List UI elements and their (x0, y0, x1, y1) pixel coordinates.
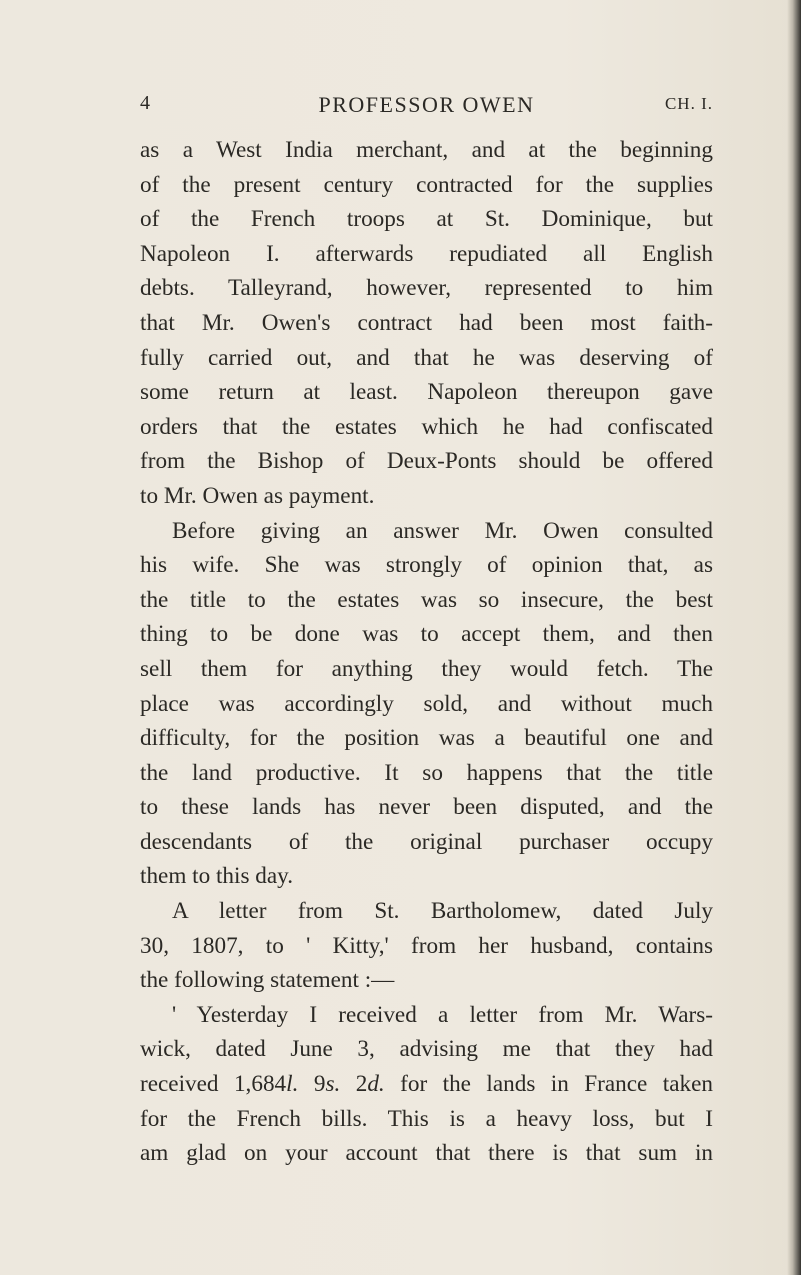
page-edge-shadow (787, 0, 801, 1275)
text-line: Napoleon I. afterwards repudiated all English (140, 240, 713, 267)
pence-abbrev: d. (367, 1071, 385, 1098)
shillings-abbrev: s. (325, 1071, 341, 1098)
text-line: for the French bills. This is a heavy loss, but I (140, 1105, 713, 1132)
page-number: 4 (140, 92, 151, 114)
text-line: to Mr. Owen as payment. (140, 482, 375, 509)
chapter-label: CH. I. (664, 94, 713, 113)
text-line: to these lands has never been disputed, and the (140, 794, 713, 821)
text-line: wick, dated June 3, advising me that they had (140, 1036, 713, 1063)
text-line: his wife. She was strongly of opinion that, as (140, 552, 713, 579)
text-line: of the French troops at St. Dominique, but (140, 206, 713, 233)
text-line: orders that the estates which he had confiscated (140, 413, 713, 440)
text-line: of the present century contracted for the supplies (140, 171, 713, 198)
text-line: descendants of the original purchaser occupy (140, 828, 713, 855)
text-line: am glad on your account that there is that sum in (140, 1140, 713, 1167)
running-header (140, 92, 713, 122)
text-line: as a West India merchant, and at the beginning (140, 137, 713, 163)
text-line: some return at least. Napoleon thereupon gave (140, 379, 713, 406)
text-line: the following statement :— (140, 967, 395, 994)
text-fragment: 2 (340, 1071, 368, 1098)
pounds-abbrev: l. (286, 1071, 299, 1098)
text-line: from the Bishop of Deux-Ponts should be offered (140, 448, 713, 475)
text-line: place was accordingly sold, and without much (140, 690, 713, 717)
text-fragment: 9 (298, 1071, 326, 1098)
text-line: sell them for anything they would fetch. The (140, 655, 713, 682)
body-text (140, 133, 713, 1171)
text-line: ' Yesterday I received a letter from Mr. Wars- (172, 1001, 713, 1028)
text-line: thing to be done was to accept them, and then (140, 621, 713, 648)
text-fragment: received 1,684 (140, 1071, 287, 1098)
text-line-currency (140, 1067, 713, 1102)
text-line: difficulty, for the position was a beautiful one and (140, 725, 713, 752)
running-title: PROFESSOR OWEN (318, 92, 535, 117)
text-line: them to this day. (140, 863, 294, 890)
text-line: fully carried out, and that he was deserving of (140, 344, 713, 371)
text-fragment: for the lands in France taken (384, 1071, 714, 1098)
text-line: 30, 1807, to ' Kitty,' from her husband, contains (140, 932, 713, 959)
text-line: the title to the estates was so insecure, the best (140, 586, 713, 613)
text-line: the land productive. It so happens that the title (140, 759, 713, 786)
text-line: that Mr. Owen's contract had been most faith- (140, 309, 713, 336)
text-line: Before giving an answer Mr. Owen consulted (172, 517, 713, 544)
text-line: A letter from St. Bartholomew, dated July (172, 898, 713, 925)
text-line: debts. Talleyrand, however, represented to him (140, 275, 713, 302)
